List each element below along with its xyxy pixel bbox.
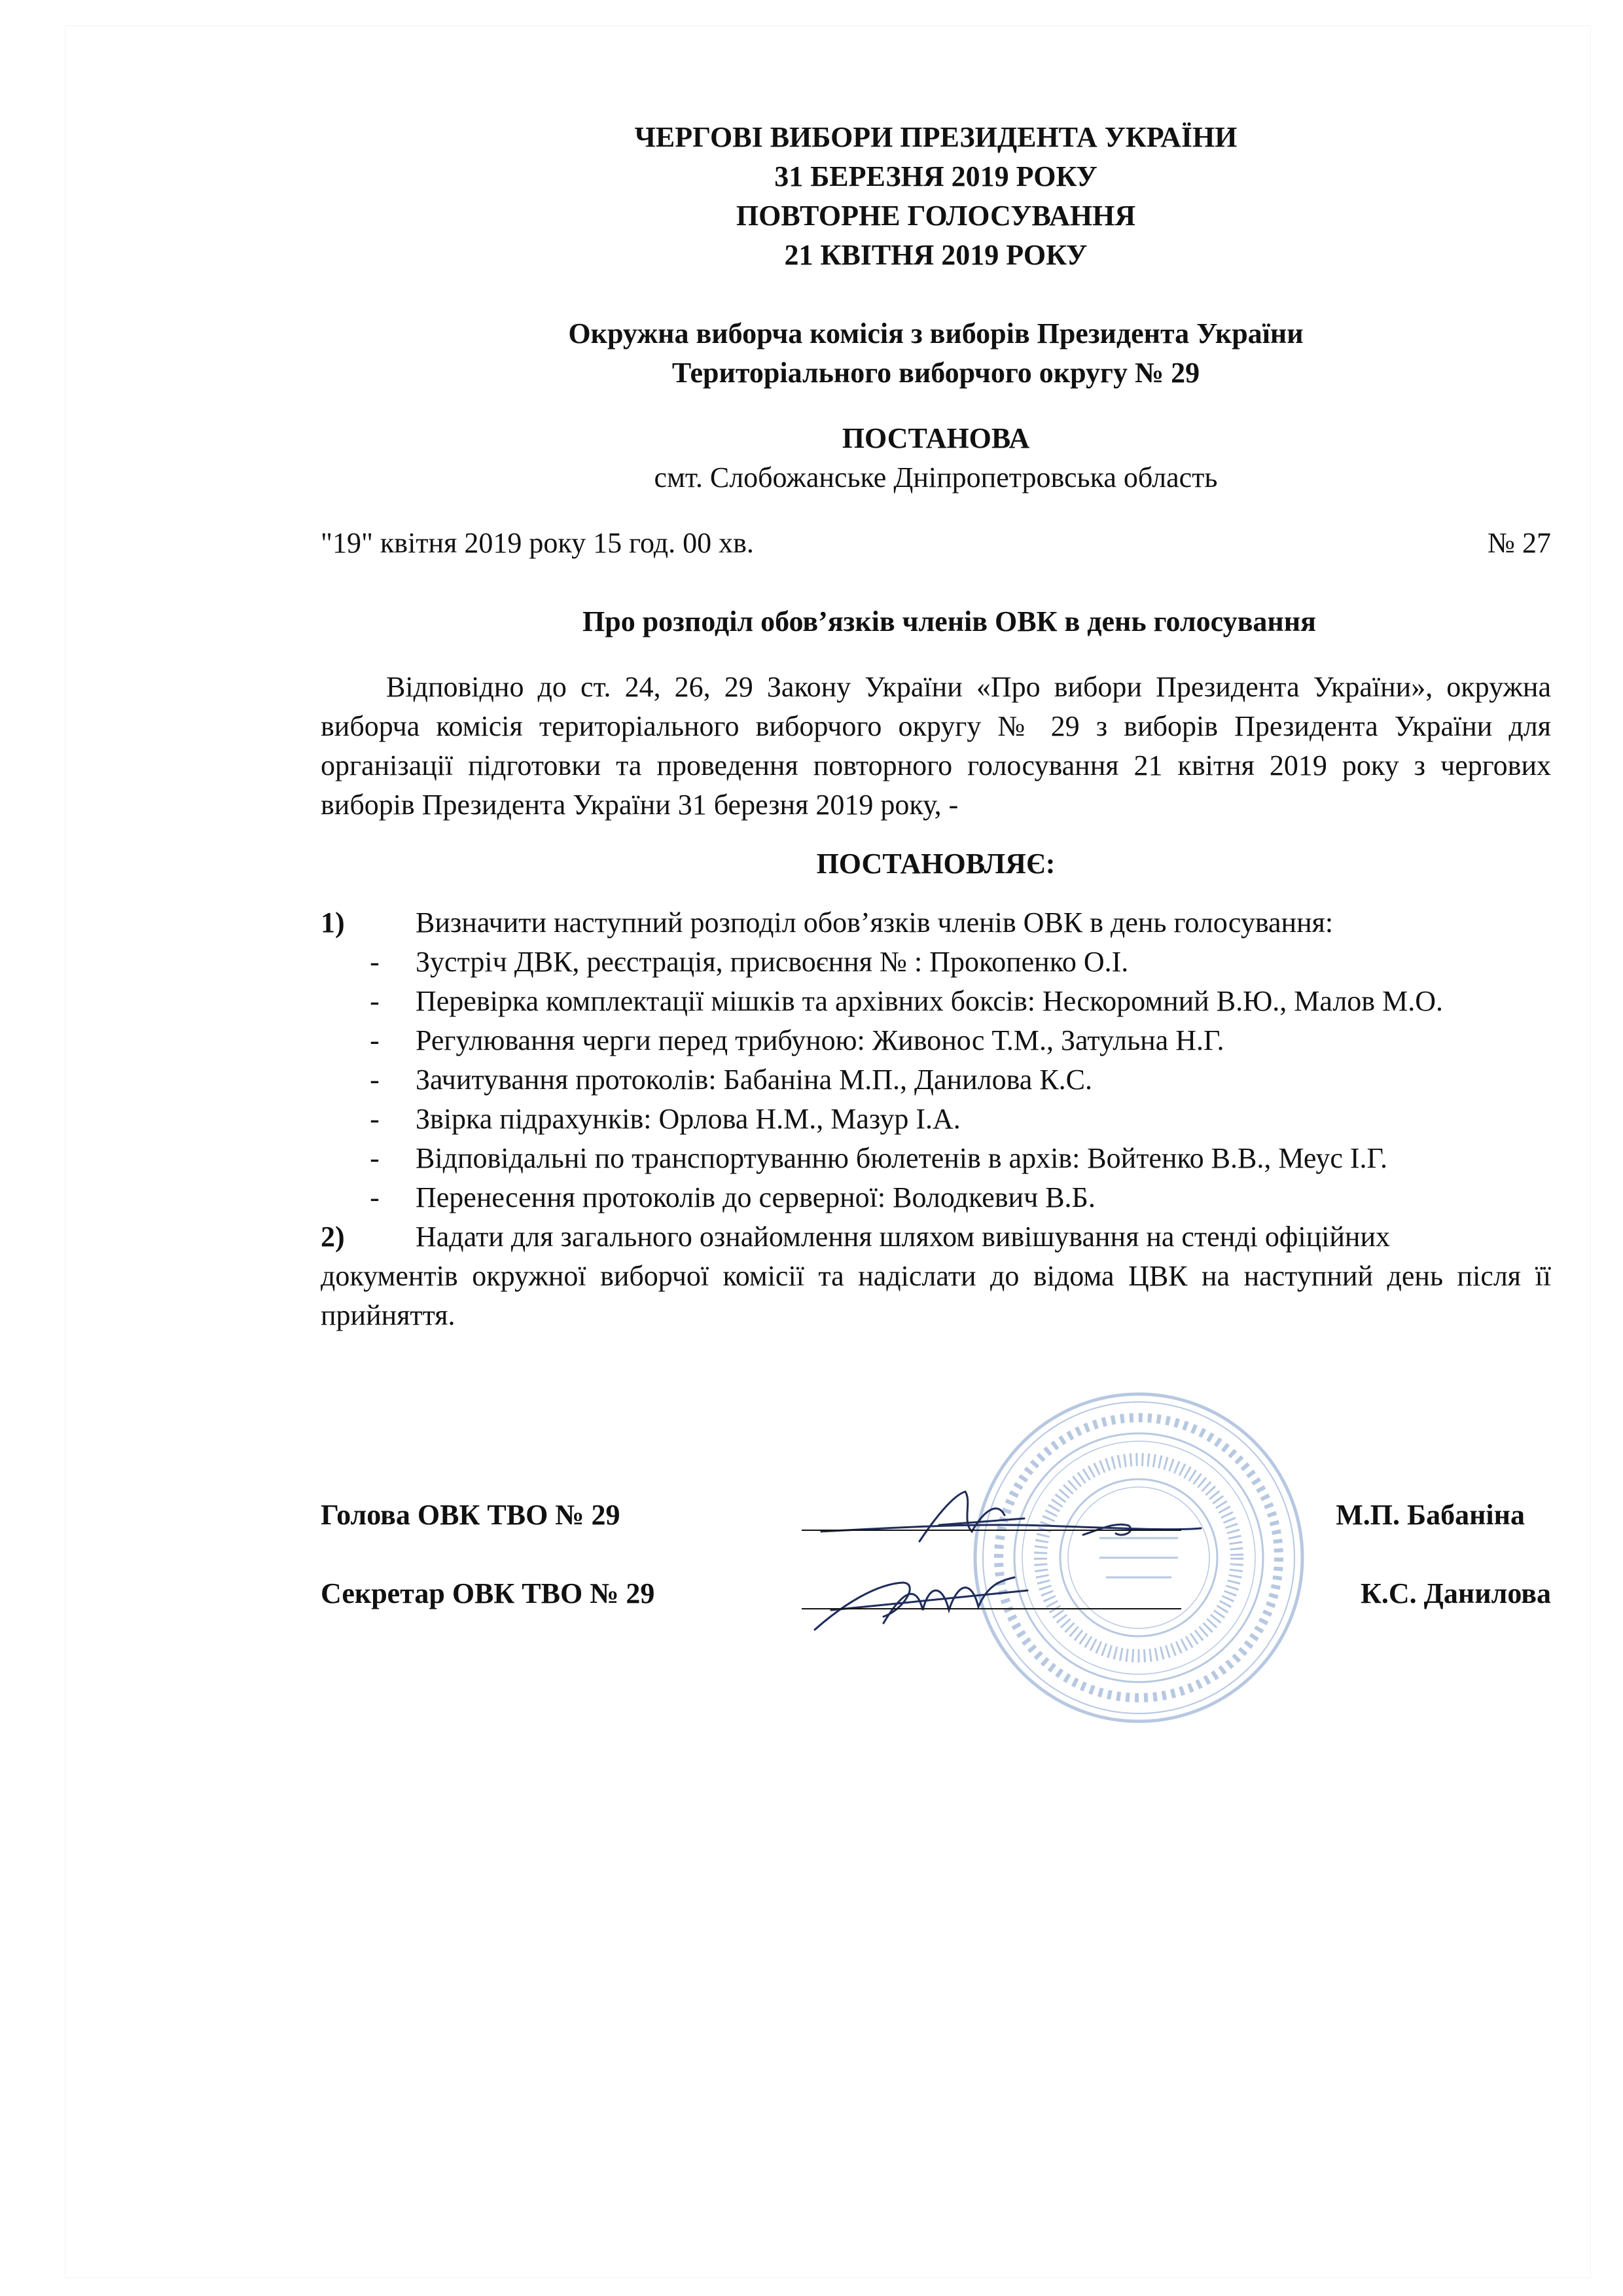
head-signature-line [802, 1530, 1181, 1531]
item-2-number: 2) [321, 1221, 345, 1253]
head-title: Голова ОВК ТВО № 29 [321, 1499, 620, 1531]
duty-text: Регулювання черги перед трибуною: Живонос Т.М., Затульна Н.Г. [416, 1024, 1224, 1056]
document-type [321, 419, 1551, 497]
election-title: ЧЕРГОВІ ВИБОРИ ПРЕЗИДЕНТА УКРАЇНИ [634, 121, 1238, 153]
commission-header [321, 314, 1551, 393]
item-1-text: Визначити наступний розподіл обов’язків членів ОВК в день голосування: [416, 906, 1334, 939]
duty-item [321, 942, 1551, 982]
dash-bullet: - [370, 946, 380, 978]
district-name: Територіального виборчого округу № 29 [671, 357, 1200, 389]
date-number-row [321, 524, 1551, 563]
duty-item [321, 1060, 1551, 1100]
document-title: ПОСТАНОВА [842, 422, 1030, 454]
duty-text: Відповідальні по транспортуванню бюлетенів в архів: Войтенко В.В., Меус І.Г. [416, 1142, 1387, 1174]
item-1-number: 1) [321, 906, 345, 939]
runoff-date: 21 КВІТНЯ 2019 РОКУ [784, 239, 1088, 271]
head-signature-row [321, 1496, 1551, 1574]
duty-item [321, 1021, 1551, 1060]
duty-item [321, 1139, 1551, 1178]
secretary-signature-row [321, 1574, 1551, 1653]
dash-bullet: - [370, 1181, 380, 1213]
document-body [321, 118, 1551, 1335]
duty-text: Перенесення протоколів до серверної: Володкевич В.Б. [416, 1181, 1096, 1213]
duty-item [321, 982, 1551, 1021]
dash-bullet: - [370, 985, 380, 1017]
head-name: М.П. Бабаніна [1336, 1499, 1525, 1531]
dash-bullet: - [370, 1064, 380, 1096]
preamble-paragraph: Відповідно до ст. 24, 26, 29 Закону України «Про вибори Президента України», окружна виборча комісія територіального виборчого округу № 29 з виборів Президента України для організації підготовки та проведення повторного голосування 21 квітня 2019 року з чергових виборів Президента України 31 березня 2019 року, - [321, 671, 1551, 821]
secretary-name: К.С. Данилова [1360, 1577, 1551, 1609]
item-1 [321, 903, 1551, 942]
document-date: "19" квітня 2019 року 15 год. 00 хв. [321, 527, 754, 559]
item-2 [321, 1217, 1551, 1257]
commission-name: Окружна виборча комісія з виборів Президента України [568, 317, 1304, 350]
duty-item [321, 1100, 1551, 1139]
dash-bullet: - [370, 1142, 380, 1174]
duty-text: Перевірка комплектації мішків та архівних боксів: Нескоромний В.Ю., Малов М.О. [416, 985, 1443, 1017]
election-date: 31 БЕРЕЗНЯ 2019 РОКУ [774, 160, 1097, 192]
document-number: № 27 [1488, 527, 1551, 559]
secretary-title: Секретар ОВК ТВО № 29 [321, 1577, 655, 1609]
election-header [321, 118, 1551, 275]
resolves-heading: ПОСТАНОВЛЯЄ: [816, 848, 1056, 880]
signature-block [321, 1496, 1551, 1653]
dash-bullet: - [370, 1024, 380, 1056]
secretary-signature-line [802, 1608, 1181, 1609]
duties-list [321, 942, 1551, 1217]
document-place: смт. Слобожанське Дніпропетровська область [654, 461, 1218, 493]
duty-text: Зачитування протоколів: Бабаніна М.П., Данилова К.С. [416, 1064, 1093, 1096]
dash-bullet: - [370, 1103, 380, 1135]
duty-text: Зустріч ДВК, реєстрація, присвоєння № : Прокопенко О.І. [416, 946, 1129, 978]
duty-text: Звірка підрахунків: Орлова Н.М., Мазур І.А. [416, 1103, 961, 1135]
runoff-title: ПОВТОРНЕ ГОЛОСУВАННЯ [736, 200, 1136, 232]
item-2-text: Надати для загального ознайомлення шляхом вивішування на стенді офіційних [416, 1221, 1390, 1253]
document-subject: Про розподіл обов’язків членів ОВК в день голосування [582, 605, 1316, 637]
duty-item [321, 1178, 1551, 1217]
item-2-continuation: документів окружної виборчої комісії та надіслати до відома ЦВК на наступний день після її прийняття. [321, 1260, 1551, 1331]
